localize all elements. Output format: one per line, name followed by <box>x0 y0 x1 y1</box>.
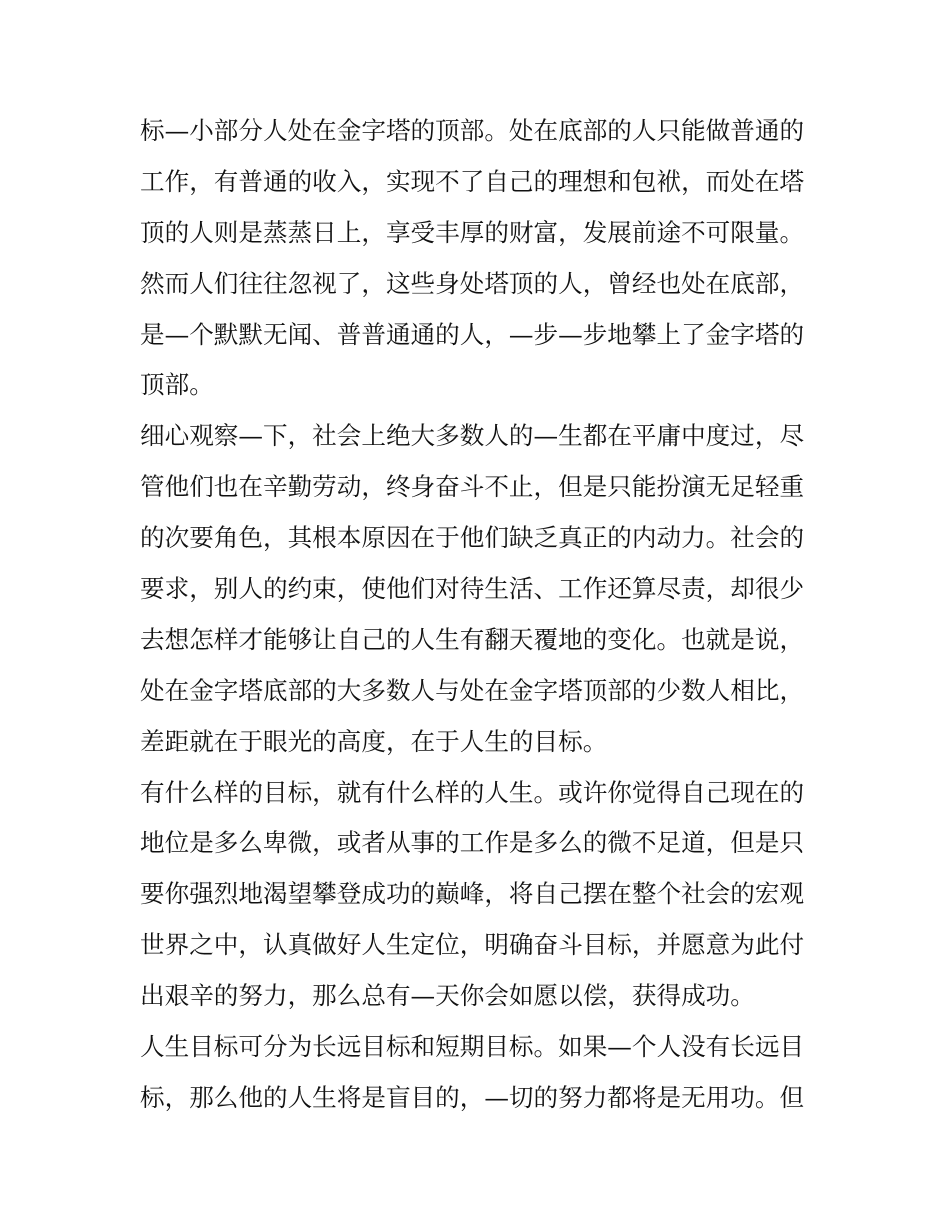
document-body <box>140 106 820 1124</box>
text-line: 顶的人则是蒸蒸日上，享受丰厚的财富，发展前途不可限量。 <box>140 217 805 247</box>
text-line: 地位是多么卑微，或者从事的工作是多么的微不足道，但是只 <box>140 828 805 858</box>
text-line: 差距就在于眼光的高度，在于人生的目标。 <box>140 726 608 756</box>
text-line: 要求，别人的约束，使他们对待生活、工作还算尽责，却很少 <box>140 574 805 604</box>
text-line: 世界之中，认真做好人生定位，明确奋斗目标，并愿意为此付 <box>140 930 805 960</box>
text-line: 要你强烈地渴望攀登成功的巅峰，将自己摆在整个社会的宏观 <box>140 879 805 909</box>
paragraph-2 <box>140 411 820 767</box>
paragraph-4 <box>140 1022 820 1124</box>
text-line: 有什么样的目标，就有什么样的人生。或许你觉得自己现在的 <box>140 777 805 807</box>
paragraph-1 <box>140 106 820 411</box>
text-line: 标—小部分人处在金字塔的顶部。处在底部的人只能做普通的 <box>140 116 805 145</box>
text-line: 工作，有普通的收入，实现不了自己的理想和包袱，而处在塔 <box>140 166 805 196</box>
text-line: 标，那么他的人生将是盲目的，—切的努力都将是无用功。但 <box>140 1082 805 1112</box>
text-line: 出艰辛的努力，那么总有—天你会如愿以偿，获得成功。 <box>140 981 755 1011</box>
text-line: 的次要角色，其根本原因在于他们缺乏真正的内动力。社会的 <box>140 523 805 553</box>
text-line: 去想怎样才能够让自己的人生有翻天覆地的变化。也就是说， <box>140 624 805 654</box>
text-line: 细心观察—下，社会上绝大多数人的—生都在平庸中度过，尽 <box>140 421 805 451</box>
text-line: 然而人们往往忽视了，这些身处塔顶的人，曾经也处在底部， <box>140 268 805 298</box>
text-line: 管他们也在辛勤劳动，终身奋斗不止，但是只能扮演无足轻重 <box>140 472 805 502</box>
text-line: 是—个默默无闻、普普通通的人，—步—步地攀上了金字塔的 <box>140 319 805 349</box>
text-line: 处在金字塔底部的大多数人与处在金字塔顶部的少数人相比， <box>140 675 805 705</box>
paragraph-3 <box>140 768 820 1022</box>
text-line: 顶部。 <box>140 370 214 400</box>
text-line: 人生目标可分为长远目标和短期目标。如果—个人没有长远目 <box>140 1032 805 1062</box>
